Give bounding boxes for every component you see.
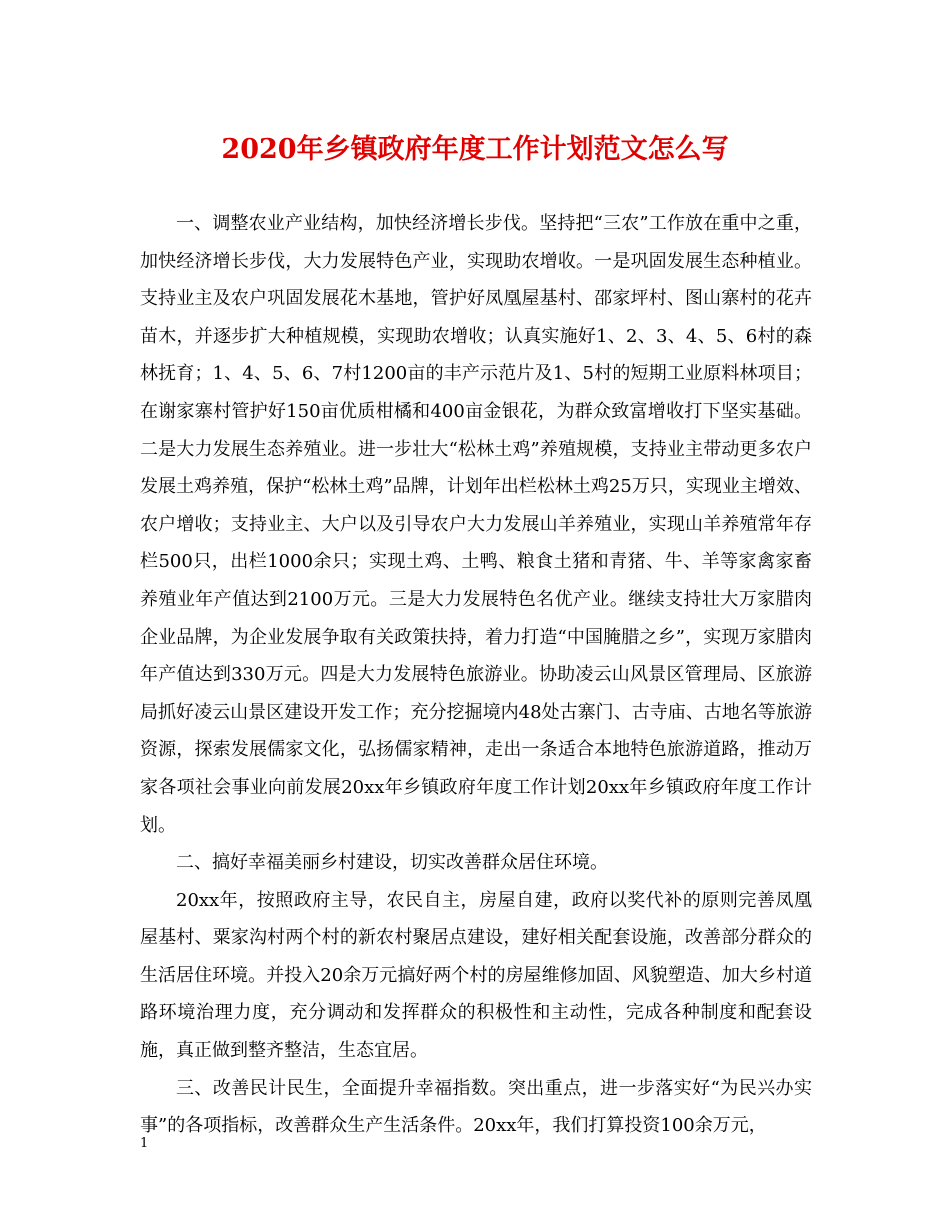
document-body [140,205,812,1145]
paragraph-rural-construction-heading: 二、搞好幸福美丽乡村建设，切实改善群众居住环境。 [176,852,608,874]
paragraph-rural-construction: 20xx年，按照政府主导，农民自主，房屋自建，政府以奖代补的原则完善凤凰屋基村、粟家沟村两个村的新农村聚居点建设，建好相关配套设施，改善部分群众的生活居住环境。并投入20余万元搞好两个村的房屋维修加固、风貌塑造、加大乡村道路环境治理力度，充分调动和发挥群众的积极性和主动性，完成各种制度和配套设施，真正做到整齐整洁，生态宜居。 [140,889,812,1062]
document-title: 2020年乡镇政府年度工作计划范文怎么写 [221,134,729,165]
page-number: 1 [140,1136,149,1151]
paragraph-livelihood: 三、改善民计民生，全面提升幸福指数。突出重点，进一步落实好“为民兴办实事”的各项指标，改善群众生产生活条件。20xx年，我们打算投资100余万元， [140,1077,812,1137]
paragraph-agriculture: 一、调整农业产业结构，加快经济增长步伐。坚持把“三农”工作放在重中之重，加快经济增长步伐，大力发展特色产业，实现助农增收。一是巩固发展生态种植业。支持业主及农户巩固发展花木基地，管护好凤凰屋基村、邵家坪村、图山寨村的花卉苗木，并逐步扩大种植规模，实现助农增收；认真实施好1、2、3、4、5、6村的森林抚育；1、4、5、6、7村1200亩的丰产示范片及1、5村的短期工业原料林项目；在谢家寨村管护好150亩优质柑橘和400亩金银花，为群众致富增收打下坚实基础。二是大力发展生态养殖业。进一步壮大“松林土鸡”养殖规模，支持业主带动更多农户发展土鸡养殖，保护“松林土鸡”品牌，计划年出栏松林土鸡25万只，实现业主增效、农户增收；支持业主、大户以及引导农户大力发展山羊养殖业，实现山羊养殖常年存栏500只，出栏1000余只；实现土鸡、土鸭、粮食土猪和青猪、牛、羊等家禽家畜养殖业年产值达到2100万元。三是大力发展特色名优产业。继续支持壮大万家腊肉企业品牌，为企业发展争取有关政策扶持，着力打造“中国腌腊之乡”，实现万家腊肉年产值达到330万元。四是大力发展特色旅游业。协助凌云山风景区管理局、区旅游局抓好凌云山景区建设开发工作；充分挖掘境内48处古寨门、古寺庙、古地名等旅游资源，探索发展儒家文化，弘扬儒家精神，走出一条适合本地特色旅游道路，推动万家各项社会事业向前发展20xx年乡镇政府年度工作计划20xx年乡镇政府年度工作计划。 [140,213,812,836]
